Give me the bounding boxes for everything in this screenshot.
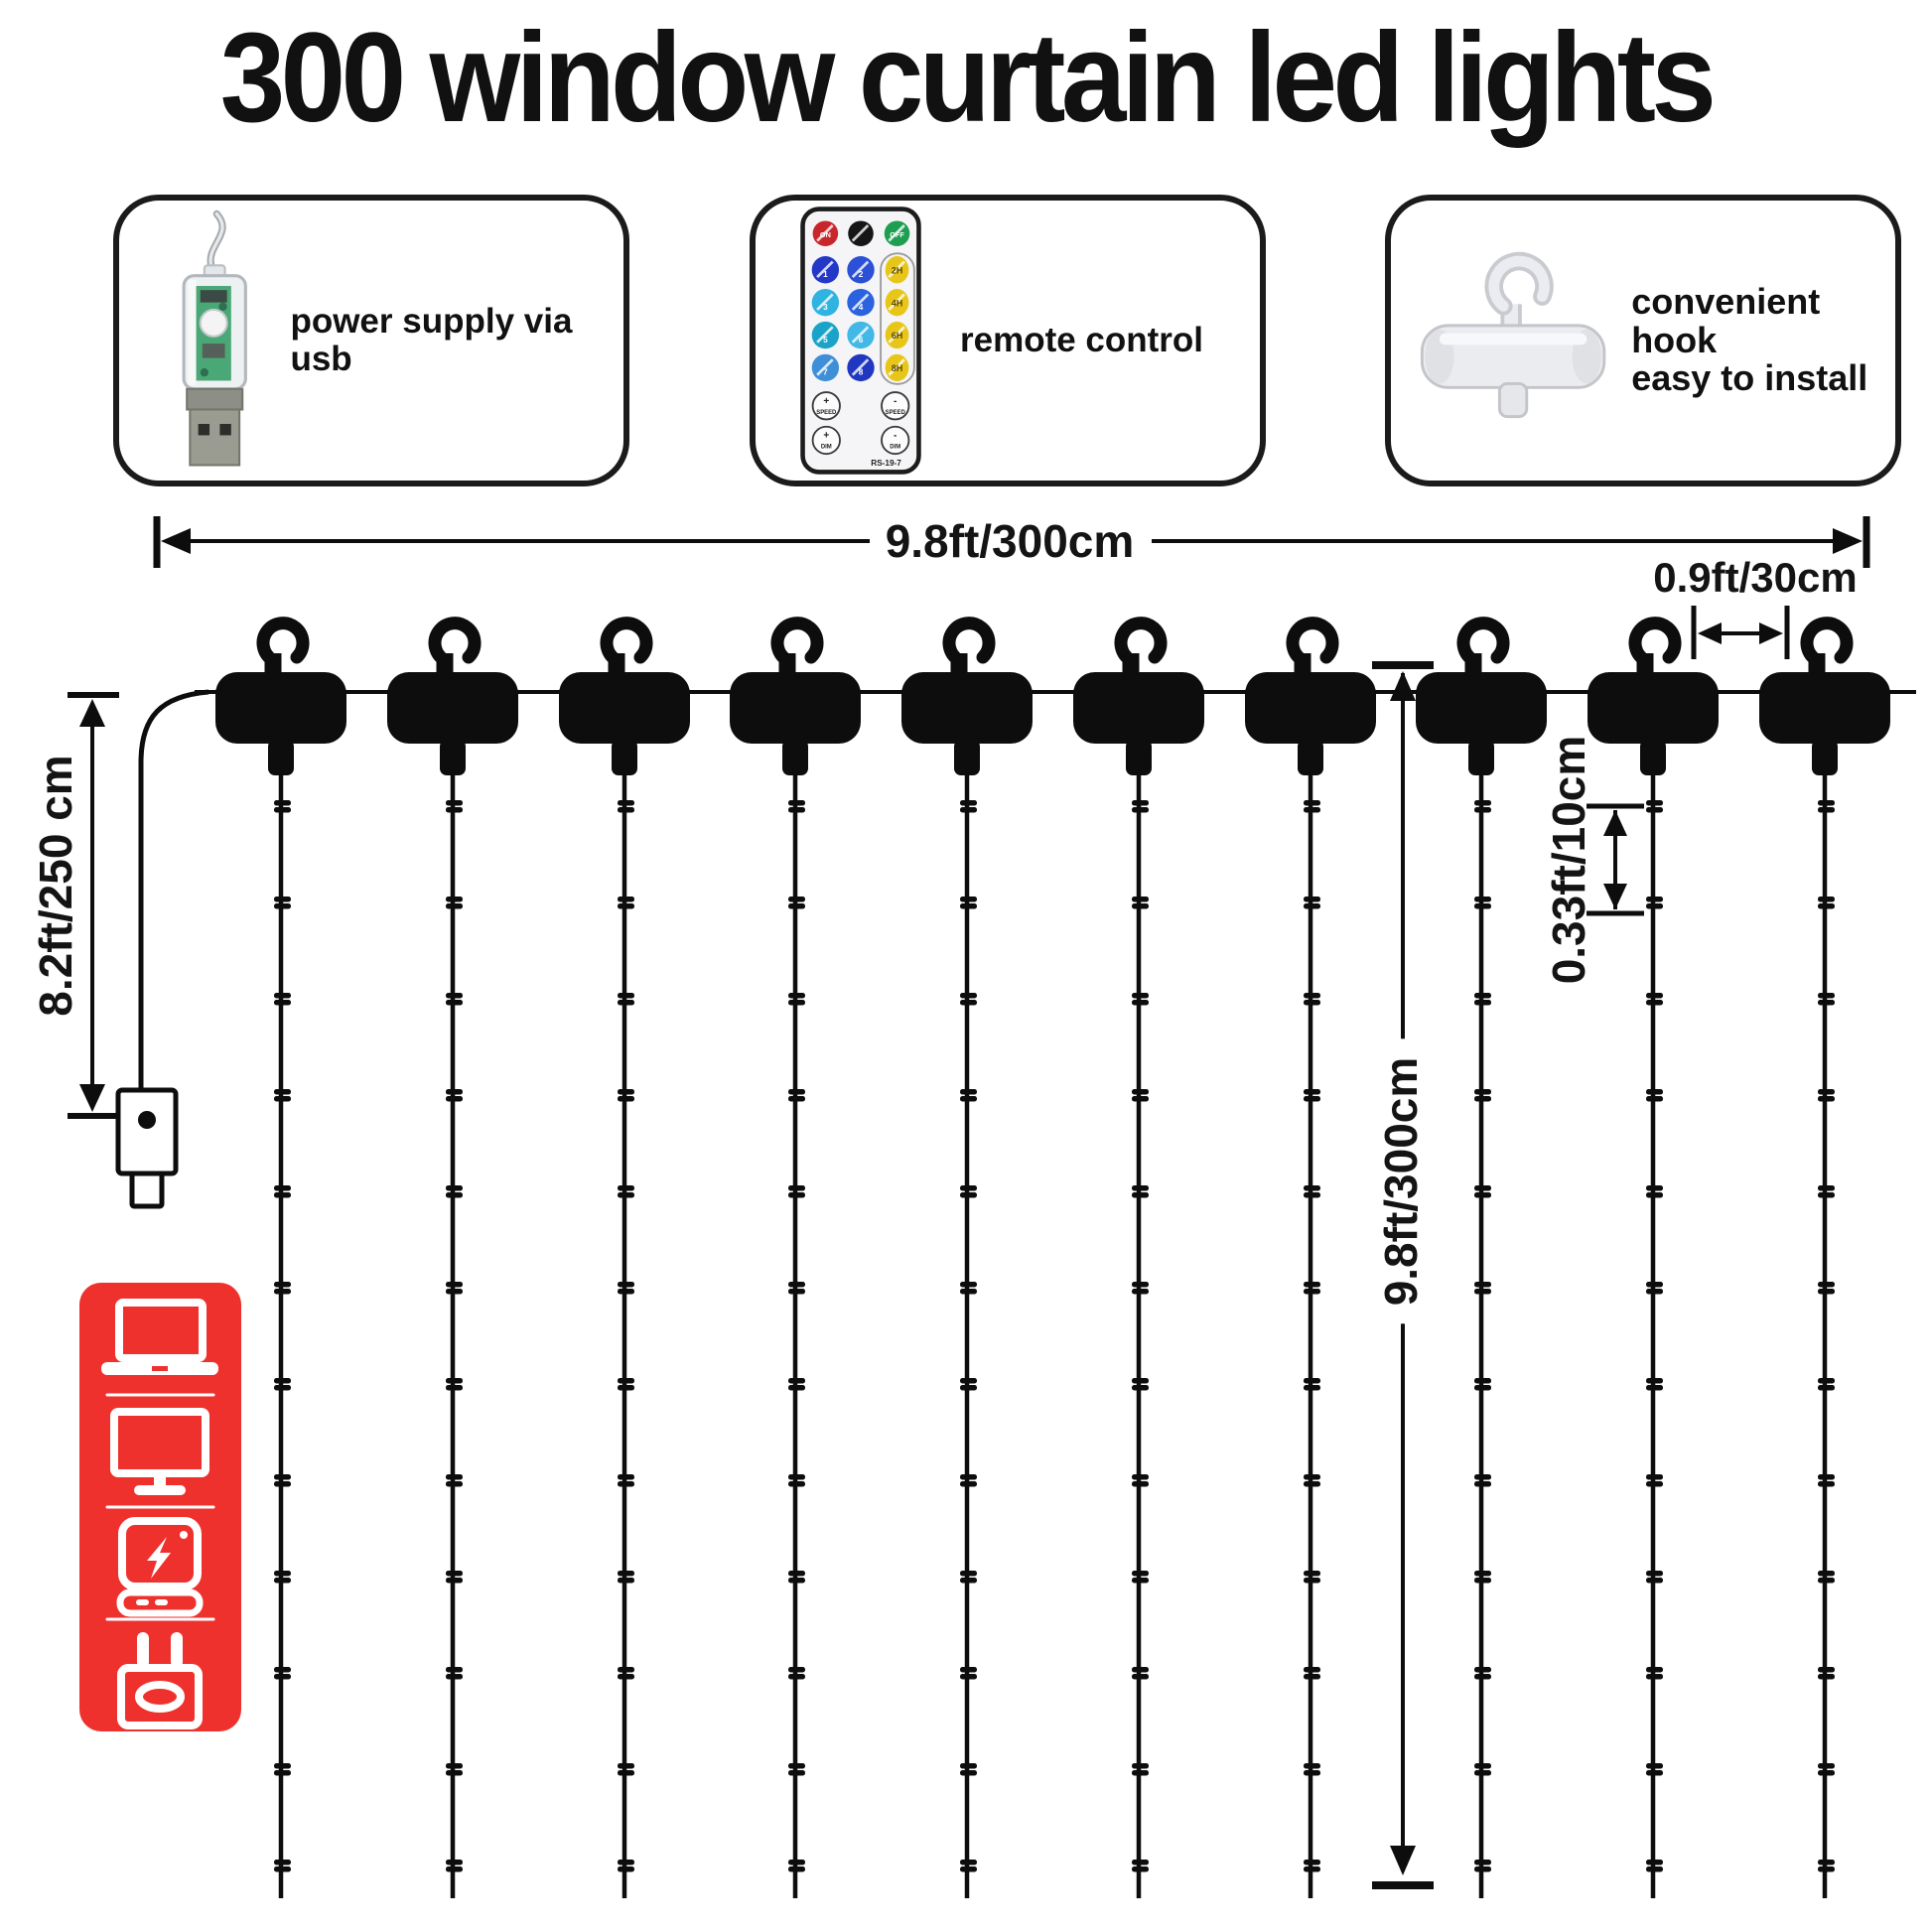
led-bulb bbox=[1132, 1000, 1149, 1006]
led-bulb bbox=[274, 1000, 291, 1006]
led-bulb bbox=[1646, 1096, 1663, 1102]
svg-text:OFF: OFF bbox=[890, 229, 904, 239]
led-bulb bbox=[1132, 1860, 1149, 1865]
led-bulb bbox=[788, 1385, 805, 1391]
led-bulb bbox=[446, 1860, 463, 1865]
led-bulb bbox=[1646, 1185, 1663, 1191]
led-bulb bbox=[960, 1185, 977, 1191]
led-bulb bbox=[1474, 1667, 1491, 1673]
led-bulb bbox=[1304, 1282, 1320, 1288]
led-bulb bbox=[788, 800, 805, 806]
led-bulb bbox=[1132, 1481, 1149, 1487]
led-bulb bbox=[1132, 1096, 1149, 1102]
led-bulb bbox=[1646, 1474, 1663, 1480]
led-bulb bbox=[1818, 1674, 1835, 1680]
monitor-icon bbox=[114, 1412, 206, 1495]
led-bulb bbox=[1132, 1770, 1149, 1776]
led-bulb bbox=[788, 1578, 805, 1584]
curtain-hook bbox=[387, 623, 518, 1898]
led-bulb bbox=[1646, 993, 1663, 999]
usb-connector-tip bbox=[132, 1173, 162, 1206]
led-bulb bbox=[1132, 800, 1149, 806]
svg-text:8: 8 bbox=[858, 367, 864, 377]
led-bulb bbox=[1474, 1578, 1491, 1584]
led-bulb bbox=[446, 1378, 463, 1384]
svg-text:6H: 6H bbox=[891, 331, 903, 342]
led-bulb bbox=[618, 1667, 634, 1673]
curtain-hook bbox=[1416, 623, 1547, 1898]
led-bulb bbox=[1304, 807, 1320, 813]
led-bulb bbox=[618, 1378, 634, 1384]
led-bulb bbox=[446, 1770, 463, 1776]
led-bulb bbox=[1818, 1770, 1835, 1776]
led-bulb bbox=[1818, 1667, 1835, 1673]
dimension-led-spacing-label: 0.33ft/10cm bbox=[1543, 735, 1594, 985]
led-bulb bbox=[1132, 1866, 1149, 1872]
led-bulb bbox=[1304, 1674, 1320, 1680]
led-bulb bbox=[1818, 1378, 1835, 1384]
dimension-drop-length-label: 9.8ft/300cm bbox=[1372, 1039, 1430, 1324]
curtain-hook bbox=[1759, 623, 1890, 1898]
led-bulb bbox=[446, 1763, 463, 1769]
curtain-hook bbox=[730, 623, 861, 1898]
led-bulb bbox=[1646, 1578, 1663, 1584]
led-bulb bbox=[618, 1674, 634, 1680]
led-bulb bbox=[1818, 1571, 1835, 1577]
power-bank-icon bbox=[120, 1521, 200, 1613]
led-bulb bbox=[788, 1571, 805, 1577]
led-bulb bbox=[1818, 1860, 1835, 1865]
led-bulb bbox=[1304, 897, 1320, 902]
dimension-power-cord-label: 8.2ft/250 cm bbox=[30, 755, 81, 1017]
led-bulb bbox=[274, 1866, 291, 1872]
led-bulb bbox=[1646, 1192, 1663, 1198]
led-bulb bbox=[1304, 1860, 1320, 1865]
led-bulb bbox=[1646, 800, 1663, 806]
led-bulb bbox=[618, 1571, 634, 1577]
led-bulb bbox=[1132, 1763, 1149, 1769]
dimension-hook-spacing-line bbox=[1694, 606, 1787, 659]
led-bulb bbox=[274, 1378, 291, 1384]
led-bulb bbox=[1132, 1674, 1149, 1680]
led-bulb bbox=[788, 1770, 805, 1776]
led-bulb bbox=[788, 1481, 805, 1487]
led-bulb bbox=[618, 1860, 634, 1865]
led-bulb bbox=[788, 1096, 805, 1102]
led-bulb bbox=[446, 800, 463, 806]
led-bulb bbox=[1646, 1282, 1663, 1288]
led-bulb bbox=[618, 1192, 634, 1198]
led-bulb bbox=[1474, 903, 1491, 909]
led-bulb bbox=[1132, 1474, 1149, 1480]
led-bulb bbox=[960, 800, 977, 806]
led-bulb bbox=[1646, 1860, 1663, 1865]
feature-label-hook-line1: convenient hook bbox=[1631, 280, 1821, 360]
led-bulb bbox=[1818, 1185, 1835, 1191]
led-bulb bbox=[1818, 807, 1835, 813]
led-bulb bbox=[960, 1571, 977, 1577]
remote-model-label: RS-19-7 bbox=[871, 459, 901, 469]
led-bulb bbox=[446, 1185, 463, 1191]
led-bulb bbox=[1132, 1192, 1149, 1198]
led-bulb bbox=[1304, 1667, 1320, 1673]
wall-plug-icon bbox=[121, 1632, 199, 1725]
led-bulb bbox=[1474, 1096, 1491, 1102]
led-bulb bbox=[1474, 1866, 1491, 1872]
led-bulb bbox=[960, 1667, 977, 1673]
led-bulb bbox=[1132, 1089, 1149, 1095]
led-bulb bbox=[1818, 1096, 1835, 1102]
led-bulb bbox=[1474, 1860, 1491, 1865]
usb-power-cord bbox=[118, 692, 208, 1206]
svg-text:+: + bbox=[823, 430, 830, 442]
led-bulb bbox=[1646, 1000, 1663, 1006]
led-bulb bbox=[1304, 1763, 1320, 1769]
led-bulb bbox=[1474, 1385, 1491, 1391]
led-bulb bbox=[446, 1000, 463, 1006]
led-bulb bbox=[1304, 1578, 1320, 1584]
power-source-icons bbox=[79, 1283, 241, 1731]
svg-text:7: 7 bbox=[823, 367, 828, 377]
led-bulb bbox=[618, 807, 634, 813]
led-bulb bbox=[1304, 1866, 1320, 1872]
led-bulb bbox=[618, 1282, 634, 1288]
led-bulb bbox=[618, 993, 634, 999]
feature-label-hook-line2: easy to install bbox=[1631, 357, 1868, 399]
led-bulb bbox=[446, 1571, 463, 1577]
feature-label-remote: remote control bbox=[960, 321, 1204, 360]
page-title: 300 window curtain led lights bbox=[219, 7, 1713, 149]
led-bulb bbox=[274, 1481, 291, 1487]
led-bulb bbox=[1304, 1289, 1320, 1295]
led-bulb bbox=[960, 1860, 977, 1865]
led-bulb bbox=[274, 1192, 291, 1198]
led-bulb bbox=[1132, 807, 1149, 813]
led-bulb bbox=[274, 800, 291, 806]
led-bulb bbox=[1474, 1192, 1491, 1198]
led-bulb bbox=[1474, 1763, 1491, 1769]
led-bulb bbox=[788, 1667, 805, 1673]
led-bulb bbox=[960, 1866, 977, 1872]
led-bulb bbox=[1132, 1667, 1149, 1673]
led-bulb bbox=[960, 1385, 977, 1391]
svg-text:5: 5 bbox=[823, 335, 828, 345]
led-bulb bbox=[1818, 903, 1835, 909]
led-bulb bbox=[274, 897, 291, 902]
led-bulb bbox=[788, 1763, 805, 1769]
led-bulb bbox=[1132, 993, 1149, 999]
led-bulb bbox=[788, 1474, 805, 1480]
dimension-total-width-label: 9.8ft/300cm bbox=[872, 514, 1149, 568]
laptop-icon bbox=[101, 1303, 218, 1375]
led-bulb bbox=[446, 1667, 463, 1673]
led-bulb bbox=[1818, 993, 1835, 999]
led-bulb bbox=[1818, 1282, 1835, 1288]
led-bulb bbox=[1646, 1481, 1663, 1487]
led-bulb bbox=[788, 1289, 805, 1295]
usb-connector-hole bbox=[138, 1111, 156, 1129]
led-bulb bbox=[960, 1096, 977, 1102]
led-bulb bbox=[618, 1770, 634, 1776]
led-bulb bbox=[446, 1578, 463, 1584]
svg-text:4: 4 bbox=[858, 302, 864, 312]
led-bulb bbox=[960, 903, 977, 909]
led-bulb bbox=[618, 903, 634, 909]
led-bulb bbox=[1646, 807, 1663, 813]
curtain-lights bbox=[195, 623, 1916, 1898]
led-bulb bbox=[446, 993, 463, 999]
led-bulb bbox=[274, 1289, 291, 1295]
led-bulb bbox=[960, 1578, 977, 1584]
led-bulb bbox=[1304, 993, 1320, 999]
led-bulb bbox=[788, 1378, 805, 1384]
led-bulb bbox=[618, 1089, 634, 1095]
led-bulb bbox=[618, 1578, 634, 1584]
led-bulb bbox=[618, 897, 634, 902]
led-bulb bbox=[1304, 903, 1320, 909]
svg-text:3: 3 bbox=[823, 302, 828, 312]
led-bulb bbox=[788, 993, 805, 999]
led-bulb bbox=[1474, 1185, 1491, 1191]
led-bulb bbox=[274, 1667, 291, 1673]
led-bulb bbox=[960, 1192, 977, 1198]
led-bulb bbox=[1304, 1385, 1320, 1391]
led-bulb bbox=[1474, 1674, 1491, 1680]
led-bulb bbox=[446, 1866, 463, 1872]
led-bulb bbox=[788, 1866, 805, 1872]
led-bulb bbox=[274, 1096, 291, 1102]
led-bulb bbox=[446, 1089, 463, 1095]
led-bulb bbox=[1474, 1481, 1491, 1487]
led-bulb bbox=[1304, 1185, 1320, 1191]
led-bulb bbox=[960, 1763, 977, 1769]
dimension-hook-spacing-label: 0.9ft/30cm bbox=[1653, 554, 1858, 601]
led-bulb bbox=[274, 1185, 291, 1191]
led-bulb bbox=[1818, 1481, 1835, 1487]
led-bulb bbox=[1304, 1474, 1320, 1480]
led-bulb bbox=[960, 1089, 977, 1095]
led-bulb bbox=[1304, 1770, 1320, 1776]
led-bulb bbox=[1474, 1770, 1491, 1776]
led-bulb bbox=[1646, 897, 1663, 902]
led-bulb bbox=[1132, 1185, 1149, 1191]
led-bulb bbox=[1474, 1000, 1491, 1006]
svg-text:SPEED: SPEED bbox=[885, 409, 905, 416]
led-bulb bbox=[1304, 1089, 1320, 1095]
led-bulb bbox=[274, 807, 291, 813]
led-bulb bbox=[274, 1282, 291, 1288]
led-bulb bbox=[1474, 807, 1491, 813]
led-bulb bbox=[960, 1378, 977, 1384]
svg-text:1: 1 bbox=[823, 270, 828, 280]
led-bulb bbox=[274, 1770, 291, 1776]
led-bulb bbox=[960, 1770, 977, 1776]
led-bulb bbox=[1474, 800, 1491, 806]
led-bulb bbox=[1132, 1578, 1149, 1584]
led-bulb bbox=[1132, 1378, 1149, 1384]
led-bulb bbox=[1818, 897, 1835, 902]
svg-text:6: 6 bbox=[858, 335, 864, 345]
feature-label-power-supply: power supply via usb bbox=[290, 302, 573, 378]
led-bulb bbox=[788, 903, 805, 909]
led-bulb bbox=[1646, 1378, 1663, 1384]
led-bulb bbox=[788, 1000, 805, 1006]
led-bulb bbox=[1304, 1096, 1320, 1102]
led-bulb bbox=[1646, 1763, 1663, 1769]
led-bulb bbox=[960, 1674, 977, 1680]
led-bulb bbox=[1132, 1571, 1149, 1577]
led-bulb bbox=[1646, 1770, 1663, 1776]
led-bulb bbox=[1646, 1571, 1663, 1577]
led-bulb bbox=[618, 1385, 634, 1391]
led-bulb bbox=[1818, 1192, 1835, 1198]
led-bulb bbox=[274, 993, 291, 999]
led-bulb bbox=[274, 903, 291, 909]
led-bulb bbox=[960, 1481, 977, 1487]
svg-text:+: + bbox=[823, 395, 830, 407]
led-bulb bbox=[1646, 903, 1663, 909]
led-bulb bbox=[1818, 1000, 1835, 1006]
led-bulb bbox=[1132, 903, 1149, 909]
led-bulb bbox=[446, 1192, 463, 1198]
usb-connector-body bbox=[118, 1090, 176, 1173]
curtain-hook bbox=[1073, 623, 1204, 1898]
led-bulb bbox=[1646, 1089, 1663, 1095]
led-bulb bbox=[1474, 897, 1491, 902]
led-bulb bbox=[1304, 1000, 1320, 1006]
curtain-hook bbox=[559, 623, 690, 1898]
curtain-hook bbox=[1245, 623, 1376, 1898]
led-bulb bbox=[446, 1289, 463, 1295]
led-bulb bbox=[960, 897, 977, 902]
svg-text:-: - bbox=[894, 430, 897, 442]
led-bulb bbox=[618, 1185, 634, 1191]
led-bulb bbox=[960, 1289, 977, 1295]
svg-text:ON: ON bbox=[819, 229, 831, 239]
led-bulb bbox=[1646, 1289, 1663, 1295]
led-bulb bbox=[446, 1674, 463, 1680]
svg-text:DIM: DIM bbox=[890, 444, 901, 451]
led-bulb bbox=[960, 993, 977, 999]
svg-text:SPEED: SPEED bbox=[816, 409, 837, 416]
curtain-hook bbox=[901, 623, 1033, 1898]
svg-text:2: 2 bbox=[858, 270, 864, 280]
led-bulb bbox=[1304, 800, 1320, 806]
led-bulb bbox=[274, 1763, 291, 1769]
led-bulb bbox=[1646, 1667, 1663, 1673]
led-bulb bbox=[788, 807, 805, 813]
led-bulb bbox=[788, 1192, 805, 1198]
svg-text:4H: 4H bbox=[891, 298, 903, 309]
svg-text:8H: 8H bbox=[891, 363, 903, 374]
led-bulb bbox=[618, 1763, 634, 1769]
led-bulb bbox=[274, 1674, 291, 1680]
led-bulb bbox=[446, 1385, 463, 1391]
led-bulb bbox=[446, 1481, 463, 1487]
led-bulb bbox=[1646, 1674, 1663, 1680]
led-bulb bbox=[446, 1096, 463, 1102]
led-bulb bbox=[446, 897, 463, 902]
led-bulb bbox=[446, 1474, 463, 1480]
svg-text:DIM: DIM bbox=[820, 444, 832, 451]
led-bulb bbox=[1132, 1282, 1149, 1288]
led-bulb bbox=[1818, 1474, 1835, 1480]
led-bulb bbox=[1304, 1192, 1320, 1198]
led-bulb bbox=[960, 807, 977, 813]
led-bulb bbox=[788, 897, 805, 902]
led-bulb bbox=[618, 1866, 634, 1872]
led-bulb bbox=[274, 1860, 291, 1865]
led-bulb bbox=[1304, 1378, 1320, 1384]
power-source-panel bbox=[79, 1283, 241, 1731]
led-bulb bbox=[960, 1000, 977, 1006]
led-bulb bbox=[618, 1474, 634, 1480]
led-bulb bbox=[274, 1474, 291, 1480]
svg-text:-: - bbox=[894, 395, 897, 407]
led-bulb bbox=[1818, 1578, 1835, 1584]
led-bulb bbox=[446, 1282, 463, 1288]
led-bulb bbox=[1474, 1571, 1491, 1577]
led-bulb bbox=[618, 1481, 634, 1487]
led-bulb bbox=[618, 1096, 634, 1102]
led-bulb bbox=[1474, 1282, 1491, 1288]
led-bulb bbox=[788, 1674, 805, 1680]
led-bulb bbox=[788, 1860, 805, 1865]
led-bulb bbox=[274, 1571, 291, 1577]
led-bulb bbox=[274, 1578, 291, 1584]
led-bulb bbox=[1304, 1571, 1320, 1577]
led-bulb bbox=[788, 1282, 805, 1288]
led-bulb bbox=[788, 1185, 805, 1191]
led-bulb bbox=[1474, 993, 1491, 999]
led-bulb bbox=[1818, 1763, 1835, 1769]
led-bulb bbox=[1818, 800, 1835, 806]
led-bulb bbox=[274, 1385, 291, 1391]
led-bulb bbox=[1818, 1089, 1835, 1095]
curtain-hook bbox=[1587, 623, 1719, 1898]
led-bulb bbox=[618, 800, 634, 806]
led-bulb bbox=[1646, 1385, 1663, 1391]
led-bulb bbox=[1818, 1289, 1835, 1295]
led-bulb bbox=[618, 1000, 634, 1006]
led-bulb bbox=[1646, 1866, 1663, 1872]
led-bulb bbox=[1132, 897, 1149, 902]
led-bulb bbox=[1132, 1385, 1149, 1391]
led-bulb bbox=[788, 1089, 805, 1095]
led-bulb bbox=[1474, 1378, 1491, 1384]
led-bulb bbox=[618, 1289, 634, 1295]
led-bulb bbox=[446, 903, 463, 909]
led-bulb bbox=[1304, 1481, 1320, 1487]
led-bulb bbox=[960, 1282, 977, 1288]
led-bulb bbox=[1474, 1474, 1491, 1480]
led-bulb bbox=[1132, 1289, 1149, 1295]
led-bulb bbox=[274, 1089, 291, 1095]
led-bulb bbox=[1474, 1089, 1491, 1095]
svg-text:2H: 2H bbox=[891, 265, 903, 276]
led-bulb bbox=[1818, 1385, 1835, 1391]
led-bulb bbox=[446, 807, 463, 813]
led-bulb bbox=[1474, 1289, 1491, 1295]
led-bulb bbox=[1818, 1866, 1835, 1872]
led-bulb bbox=[960, 1474, 977, 1480]
